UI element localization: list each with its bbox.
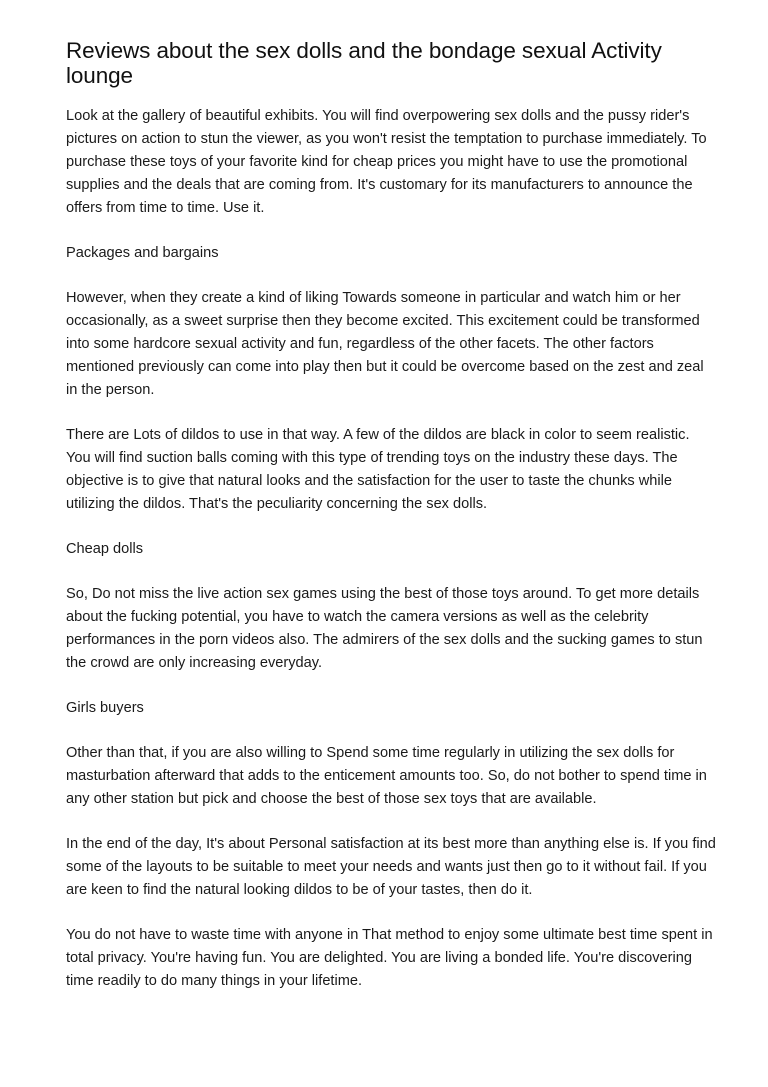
document-title: Reviews about the sex dolls and the bondage sexual Activity lounge: [66, 38, 662, 88]
section-heading-cheap-dolls: Cheap dolls: [66, 541, 144, 557]
paragraph-end-of-day: In the end of the day, It's about Personal satisfaction at its best more than anything else is. If you find some of the layouts to be suitable to meet your needs and wants just then go to it without fail. If you are keen to find the natural looking dildos to be of your tastes, then do it.: [66, 836, 716, 898]
section-heading-packages: Packages and bargains: [66, 245, 219, 261]
paragraph-dildos: There are Lots of dildos to use in that way. A few of the dildos are black in color to seem realistic. You will find suction balls coming with this type of trending toys on the industry these days. The objective is to give that natural looks and the satisfaction for the user to taste the chunks while utilizing the dildos. That's the peculiarity concerning the sex dolls.: [66, 427, 690, 512]
paragraph-packages: However, when they create a kind of liking Towards someone in particular and watch him or her occasionally, as a sweet surprise then they become excited. This excitement could be transformed into some hardcore sexual activity and fun, regardless of the other facets. The other factors mentioned previously can come into play then but it could be overcome based on the zest and zeal in the person.: [66, 290, 704, 398]
paragraph-intro: Look at the gallery of beautiful exhibits. You will find overpowering sex dolls and the pussy rider's pictures on action to stun the viewer, as you won't resist the temptation to purchase immediately. To purchase these toys of your favorite kind for cheap prices you might have to use the promotional supplies and the deals that are coming from. It's customary for its manufacturers to announce the offers from time to time. Use it.: [66, 108, 707, 216]
paragraph-cheap-dolls: So, Do not miss the live action sex games using the best of those toys around. To get more details about the fucking potential, you have to watch the camera versions as well as the celebrity performances in the porn videos also. The admirers of the sex dolls and the sucking games to stun the crowd are only increasing everyday.: [66, 586, 703, 671]
paragraph-girls-buyers: Other than that, if you are also willing to Spend some time regularly in utilizing the sex dolls for masturbation afterward that adds to the enticement amounts too. So, do not bother to spend time in any other station but pick and choose the best of those sex toys that are available.: [66, 745, 707, 807]
paragraph-closing: You do not have to waste time with anyone in That method to enjoy some ultimate best time spent in total privacy. You're having fun. You are delighted. You are living a bonded life. You're discovering time readily to do many things in your lifetime.: [66, 927, 713, 989]
document-page: [66, 38, 716, 1015]
section-heading-girls-buyers: Girls buyers: [66, 700, 144, 716]
